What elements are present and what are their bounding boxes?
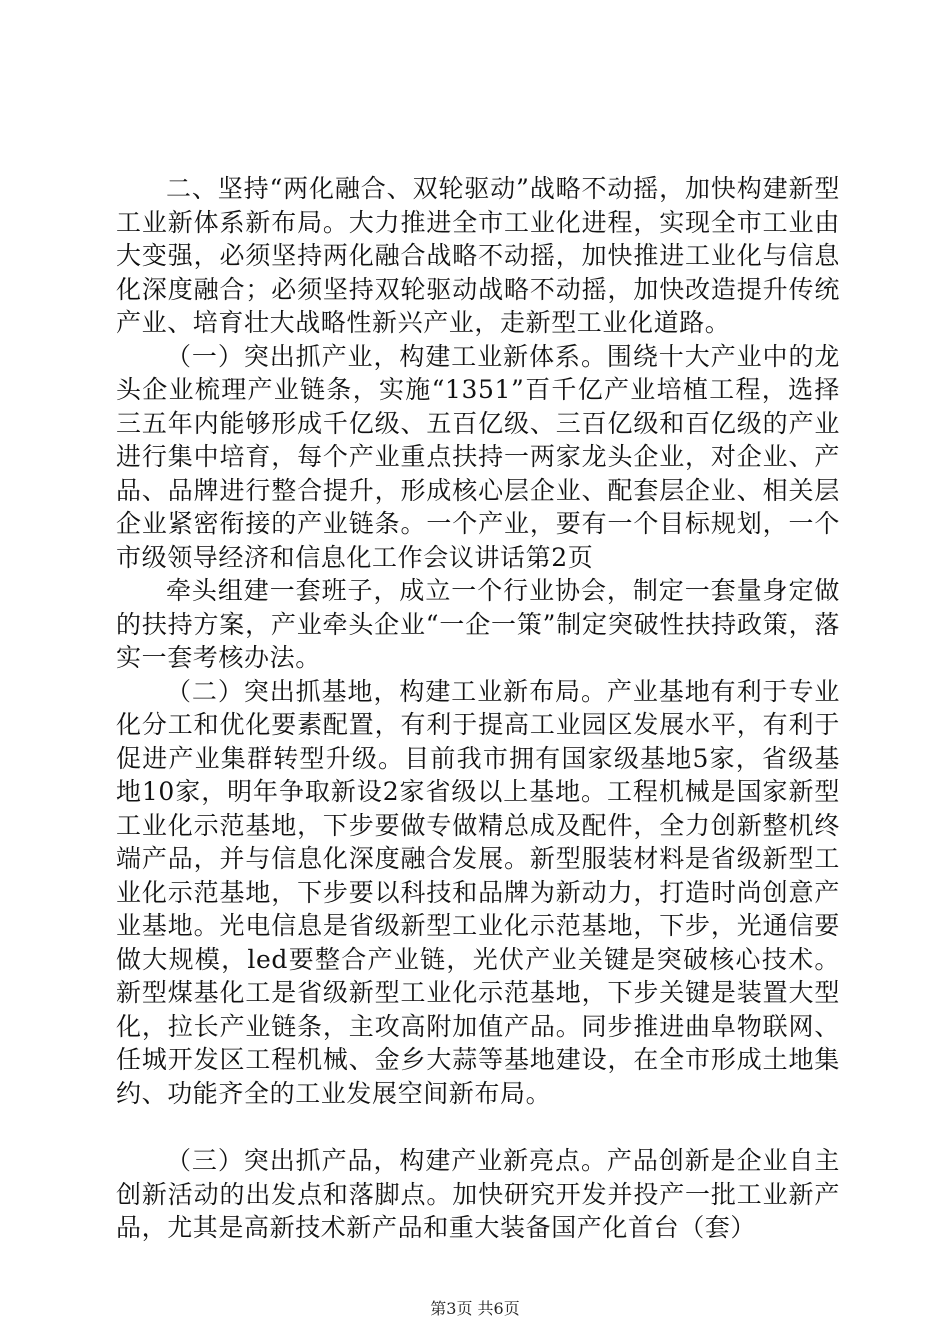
paragraph-section-two: 二、坚持“两化融合、双轮驱动”战略不动摇，加快构建新型工业新体系新布局。大力推进全市工业化进程，实现全市工业由大变强，必须坚持两化融合战略不动摇，加快推进工业化与信息化深度融合；必须坚持双轮驱动战略不动摇，加快改造提升传统产业、培育壮大战略性新兴产业，走新型工业化道路。 [116, 174, 840, 337]
paragraph-item-one-continued: 牵头组建一套班子，成立一个行业协会，制定一套量身定做的扶持方案，产业牵头企业“一企一策”制定突破性扶持政策，落实一套考核办法。 [116, 576, 840, 672]
body-text [116, 172, 840, 1245]
paragraph-item-three: （三）突出抓产品，构建产业新亮点。产品创新是企业自主创新活动的出发点和落脚点。加快研究开发并投产一批工业新产品，尤其是高新技术新产品和重大装备国产化首台（套） [116, 1146, 840, 1242]
paragraph-item-two: （二）突出抓基地，构建工业新布局。产业基地有利于专业化分工和优化要素配置，有利于提高工业园区发展水平，有利于促进产业集群转型升级。目前我市拥有国家级基地5家，省级基地10家，明年争取新设2家省级以上基地。工程机械是国家新型工业化示范基地，下步要做专做精总成及配件，全力创新整机终端产品，并与信息化深度融合发展。新型服装材料是省级新型工业化示范基地，下步要以科技和品牌为新动力，打造时尚创意产业基地。光电信息是省级新型工业化示范基地，下步，光通信要做大规模，led要整合产业链，光伏产业关键是突破核心技术。新型煤基化工是省级新型工业化示范基地，下步关键是装置大型化，拉长产业链条，主攻高附加值产品。同步推进曲阜物联网、任城开发区工程机械、金乡大蒜等基地建设，在全市形成土地集约、功能齐全的工业发展空间新布局。 [116, 676, 840, 1108]
page-footer: 第3页 共6页 [430, 1299, 520, 1318]
paragraph-gap [116, 1110, 840, 1144]
paragraph-item-one: （一）突出抓产业，构建工业新体系。围绕十大产业中的龙头企业梳理产业链条，实施“1351”百千亿产业培植工程，选择三五年内能够形成千亿级、五百亿级、三百亿级和百亿级的产业进行集中培育，每个产业重点扶持一两家龙头企业，对企业、产品、品牌进行整合提升，形成核心层企业、配套层企业、相关层企业紧密衔接的产业链条。一个产业，要有一个目标规划，一个市级领导经济和信息化工作会议讲话第2页 [116, 341, 840, 572]
